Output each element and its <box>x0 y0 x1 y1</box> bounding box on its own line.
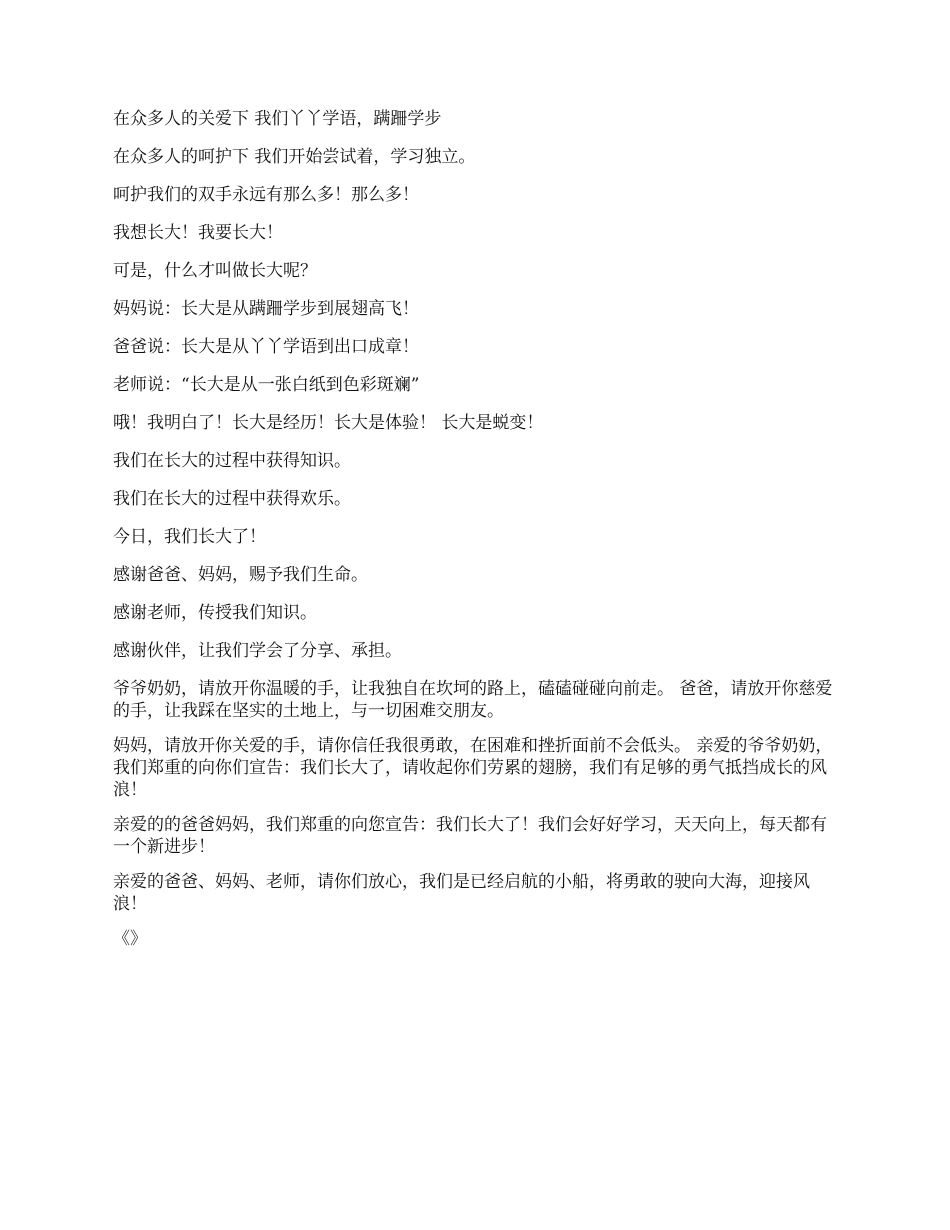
paragraph-8: 老师说：“长大是从一张白纸到色彩斑斓” <box>113 375 420 395</box>
paragraph-7: 爸爸说：长大是从丫丫学语到出口成章！ <box>113 337 419 357</box>
paragraph-15: 感谢伙伴，让我们学会了分享、承担。 <box>113 641 402 661</box>
paragraph-17: 妈妈，请放开你关爱的手，请你信任我很勇敢，在困难和挫折面前不会低头。 亲爱的爷爷奶奶，我们郑重的向你们宣告：我们长大了，请收起你们劳累的翅膀，我们有足够的勇气抵挡成长的风浪！ <box>113 736 833 800</box>
paragraph-18: 亲爱的的爸爸妈妈，我们郑重的向您宣告：我们长大了！我们会好好学习，天天向上，每天都有一个新进步！ <box>113 815 827 857</box>
paragraph-11: 我们在长大的过程中获得欢乐。 <box>113 489 351 509</box>
paragraph-16: 爷爷奶奶，请放开你温暖的手，让我独自在坎坷的路上，磕磕碰碰向前走。 爸爸，请放开你慈爱的手，让我踩在坚实的土地上，与一切困难交朋友。 <box>113 679 833 721</box>
document-body <box>113 108 841 966</box>
paragraph-10: 我们在长大的过程中获得知识。 <box>113 451 351 471</box>
paragraph-3: 呵护我们的双手永远有那么多！那么多！ <box>113 185 419 205</box>
paragraph-4: 我想长大！我要长大！ <box>113 223 283 243</box>
paragraph-12: 今日，我们长大了！ <box>113 527 266 547</box>
paragraph-20: 《》 <box>113 929 147 949</box>
paragraph-2: 在众多人的呵护下 我们开始尝试着，学习独立。 <box>113 147 476 167</box>
paragraph-6: 妈妈说：长大是从蹒跚学步到展翅高飞！ <box>113 299 419 319</box>
paragraph-1: 在众多人的关爱下 我们丫丫学语，蹒跚学步 <box>113 109 442 129</box>
paragraph-19: 亲爱的爸爸、妈妈、老师，请你们放心，我们是已经启航的小船，将勇敢的驶向大海，迎接风浪！ <box>113 872 810 914</box>
paragraph-9: 哦！我明白了！长大是经历！长大是体验！ 长大是蜕变！ <box>113 413 544 433</box>
paragraph-5: 可是，什么才叫做长大呢？ <box>113 261 317 281</box>
paragraph-13: 感谢爸爸、妈妈，赐予我们生命。 <box>113 565 368 585</box>
paragraph-14: 感谢老师，传授我们知识。 <box>113 603 317 623</box>
